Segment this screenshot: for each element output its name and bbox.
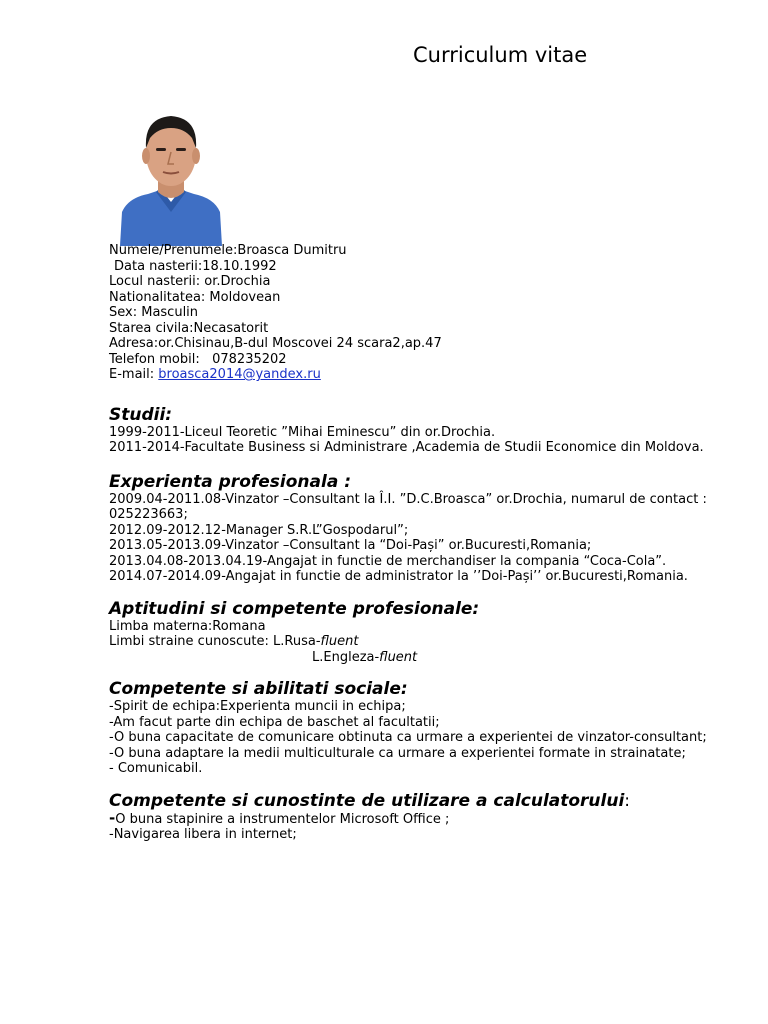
sociale-item: -O buna adaptare la medii multiculturale ca urmare a experientei formate in strainatate; [109,745,686,761]
phone-line: Telefon mobil: 078235202 [109,351,287,367]
email-line [109,367,709,383]
civil-status-line: Starea civila:Necasatorit [109,320,269,336]
experienta-item: 2014.07-2014.09-Angajat in functie de administrator la ’’Doi-Pași’’ or.Bucuresti,Romania. [109,569,688,584]
cv-content [109,243,709,843]
foreign-language-label: L.Engleza- [312,649,380,665]
calculator-item [109,808,709,828]
sex-line: Sex: Masculin [109,305,199,320]
email-label: E-mail: [109,367,159,382]
profile-photo [118,108,224,246]
foreign-language-line [109,634,709,650]
sociale-item: -O buna capacitate de comunicare obtinuta ca urmare a experientei de vinzator-consultant; [109,730,707,745]
aptitudini-list [109,619,709,666]
foreign-language-label: Limbi straine cunoscute: L.Rusa- [109,634,321,649]
experienta-item: 2009.04-2011.08-Vinzator –Consultant la Î.I. ”D.C.Broasca” or.Drochia, numarul de contact : 025223663; [109,491,707,522]
experienta-item: 2013.05-2013.09-Vinzator –Consultant la “Doi-Pași” or.Bucuresti,Romania; [109,538,592,553]
person-portrait-icon [118,108,224,246]
sociale-item: -Spirit de echipa:Experienta muncii in echipa; [109,699,406,714]
sociale-heading: Competente si abilitati sociale: [109,679,408,699]
sociale-item: - Comunicabil. [109,761,203,776]
calculator-item-text: O buna stapinire a instrumentelor Microsoft Office ; [115,811,450,827]
experienta-item: 2013.04.08-2013.04.19-Angajat in functie de merchandiser la compania “Coca-Cola”. [109,553,667,569]
experienta-heading: Experienta profesionala : [109,471,352,492]
document-title: Curriculum vitae [413,43,588,67]
experienta-item: 2012.09-2012.12-Manager S.R.L”Gospodarul”; [109,522,409,538]
studii-heading: Studii: [109,404,173,425]
calculator-heading [109,791,709,811]
email-link[interactable]: broasca2014@yandex.ru [158,367,321,382]
experienta-list [109,492,709,585]
foreign-language-level: fluent [379,649,418,665]
foreign-language-line [109,650,709,666]
name-line: Numele/Prenumele:Broasca Dumitru [109,243,347,258]
calculator-heading-colon: : [624,790,631,811]
studii-item: 1999-2011-Liceul Teoretic ”Mihai Eminescu” din or.Drochia. [109,424,496,440]
mother-tongue-line: Limba materna:Romana [109,618,266,634]
birth-place-line: Locul nasterii: or.Drochia [109,274,271,289]
calculator-item: -Navigarea libera in internet; [109,827,297,842]
studii-list [109,425,709,456]
studii-item: 2011-2014-Facultate Business si Administrare ,Academia de Studii Economice din Moldova. [109,440,704,455]
personal-info [109,243,709,383]
sociale-item: -Am facut parte din echipa de baschet al facultatii; [109,714,440,730]
birth-date-line: Data nasterii:18.10.1992 [114,258,277,274]
foreign-language-level: fluent [320,634,359,649]
aptitudini-heading: Aptitudini si competente profesionale: [109,598,480,619]
calculator-item-dash: - [109,808,116,827]
nationality-line: Nationalitatea: Moldovean [109,289,281,305]
calculator-list [109,808,709,843]
address-line: Adresa:or.Chisinau,B-dul Moscovei 24 scara2,ap.47 [109,336,442,351]
calculator-heading-text: Competente si cunostinte de utilizare a calculatorului [109,790,625,811]
sociale-list [109,699,709,777]
